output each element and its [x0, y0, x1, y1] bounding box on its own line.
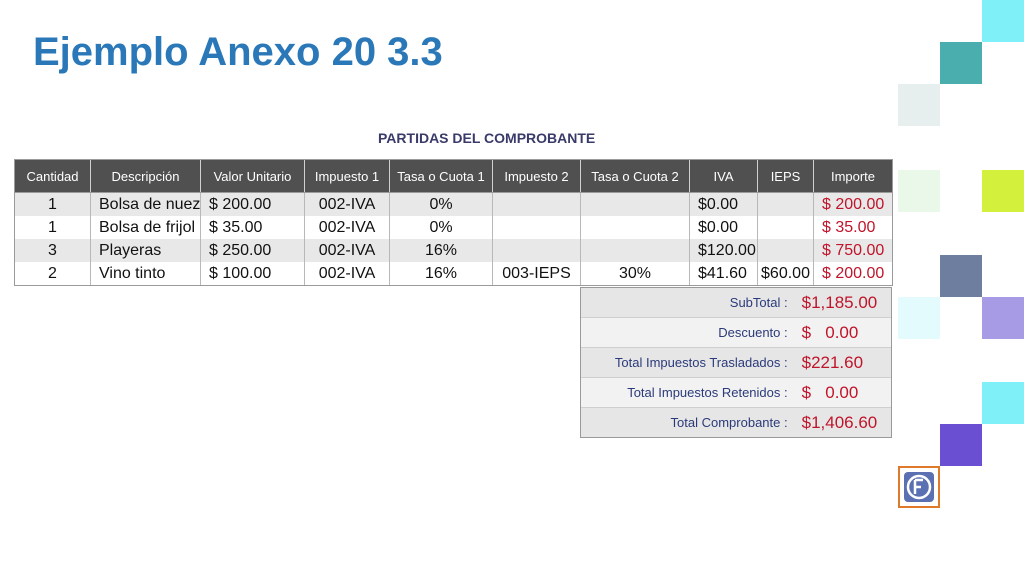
totals-row-retenidos	[581, 378, 891, 408]
cell-impuesto-2: 003-IEPS	[493, 262, 581, 285]
cell-importe: $ 750.00	[822, 241, 885, 259]
header-impuesto-2: Impuesto 2	[493, 160, 581, 192]
cell-cantidad: 3	[15, 239, 91, 262]
totals-row-trasladados	[581, 348, 891, 378]
cell-impuesto-2	[493, 193, 581, 216]
subtotal-value: $1,185.00	[801, 292, 878, 312]
cell-iva: $41.60	[690, 262, 758, 285]
header-ieps: IEPS	[758, 160, 814, 192]
cell-ieps	[758, 216, 814, 239]
decor-square	[898, 84, 940, 126]
decor-square	[982, 0, 1024, 42]
totals-box	[580, 287, 892, 438]
totals-row-descuento	[581, 318, 891, 348]
subtotal-label: SubTotal :	[729, 295, 788, 310]
decor-square	[940, 255, 982, 297]
cell-iva: $120.00	[690, 239, 758, 262]
cell-tasa-1: 0%	[390, 193, 493, 216]
cell-cantidad: 1	[15, 193, 91, 216]
retenidos-value: $ 0.00	[801, 382, 859, 402]
cell-descripcion: Bolsa de frijol	[91, 216, 201, 239]
cell-impuesto-2	[493, 239, 581, 262]
cell-iva: $0.00	[690, 216, 758, 239]
cell-tasa-2	[581, 216, 690, 239]
header-tasa-2: Tasa o Cuota 2	[581, 160, 690, 192]
cell-ieps	[758, 239, 814, 262]
cell-importe: $ 35.00	[822, 218, 876, 236]
cell-cantidad: 1	[15, 216, 91, 239]
decor-square	[982, 382, 1024, 424]
decor-square	[940, 42, 982, 84]
items-table	[14, 159, 893, 286]
decor-square	[898, 170, 940, 212]
company-logo-icon	[898, 466, 940, 508]
table-row	[15, 216, 892, 239]
table-caption: PARTIDAS DEL COMPROBANTE	[378, 130, 596, 146]
cell-ieps: $60.00	[758, 262, 814, 285]
cell-iva: $0.00	[690, 193, 758, 216]
cell-tasa-1: 16%	[390, 239, 493, 262]
cell-valor-unitario: $ 200.00	[201, 193, 305, 216]
table-body	[15, 192, 892, 285]
cell-tasa-2: 30%	[581, 262, 690, 285]
cell-impuesto-1: 002-IVA	[305, 239, 390, 262]
cell-descripcion: Vino tinto	[91, 262, 201, 285]
descuento-value: $ 0.00	[801, 322, 859, 342]
table-row	[15, 239, 892, 262]
decor-square	[982, 297, 1024, 339]
totals-row-comprobante	[581, 408, 891, 437]
cell-cantidad: 2	[15, 262, 91, 285]
header-iva: IVA	[690, 160, 758, 192]
cell-tasa-2	[581, 239, 690, 262]
cell-importe: $ 200.00	[822, 195, 885, 213]
cell-impuesto-1: 002-IVA	[305, 262, 390, 285]
comprobante-label: Total Comprobante :	[670, 415, 788, 430]
decor-square	[898, 297, 940, 339]
cell-impuesto-2	[493, 216, 581, 239]
totals-row-subtotal	[581, 288, 891, 318]
header-descripcion: Descripción	[91, 160, 201, 192]
table-header	[15, 160, 892, 192]
cell-tasa-2	[581, 193, 690, 216]
cell-impuesto-1: 002-IVA	[305, 216, 390, 239]
cell-valor-unitario: $ 35.00	[201, 216, 305, 239]
table-row	[15, 262, 892, 285]
cell-importe: $ 200.00	[822, 264, 885, 282]
header-valor-unitario: Valor Unitario	[201, 160, 305, 192]
header-impuesto-1: Impuesto 1	[305, 160, 390, 192]
cell-impuesto-1: 002-IVA	[305, 193, 390, 216]
cell-descripcion: Playeras	[91, 239, 201, 262]
cell-valor-unitario: $ 100.00	[201, 262, 305, 285]
table-row	[15, 193, 892, 216]
trasladados-value: $221.60	[801, 352, 864, 372]
header-cantidad: Cantidad	[15, 160, 91, 192]
slide-title: Ejemplo Anexo 20 3.3	[33, 30, 443, 74]
decor-square	[982, 170, 1024, 212]
cell-descripcion: Bolsa de nuez	[91, 193, 201, 216]
trasladados-label: Total Impuestos Trasladados :	[614, 355, 788, 370]
descuento-label: Descuento :	[718, 325, 788, 340]
retenidos-label: Total Impuestos Retenidos :	[627, 385, 788, 400]
header-tasa-1: Tasa o Cuota 1	[390, 160, 493, 192]
cell-tasa-1: 16%	[390, 262, 493, 285]
cell-tasa-1: 0%	[390, 216, 493, 239]
header-importe: Importe	[830, 168, 876, 184]
decor-square	[940, 424, 982, 466]
comprobante-value: $1,406.60	[801, 412, 878, 432]
cell-valor-unitario: $ 250.00	[201, 239, 305, 262]
cell-ieps	[758, 193, 814, 216]
